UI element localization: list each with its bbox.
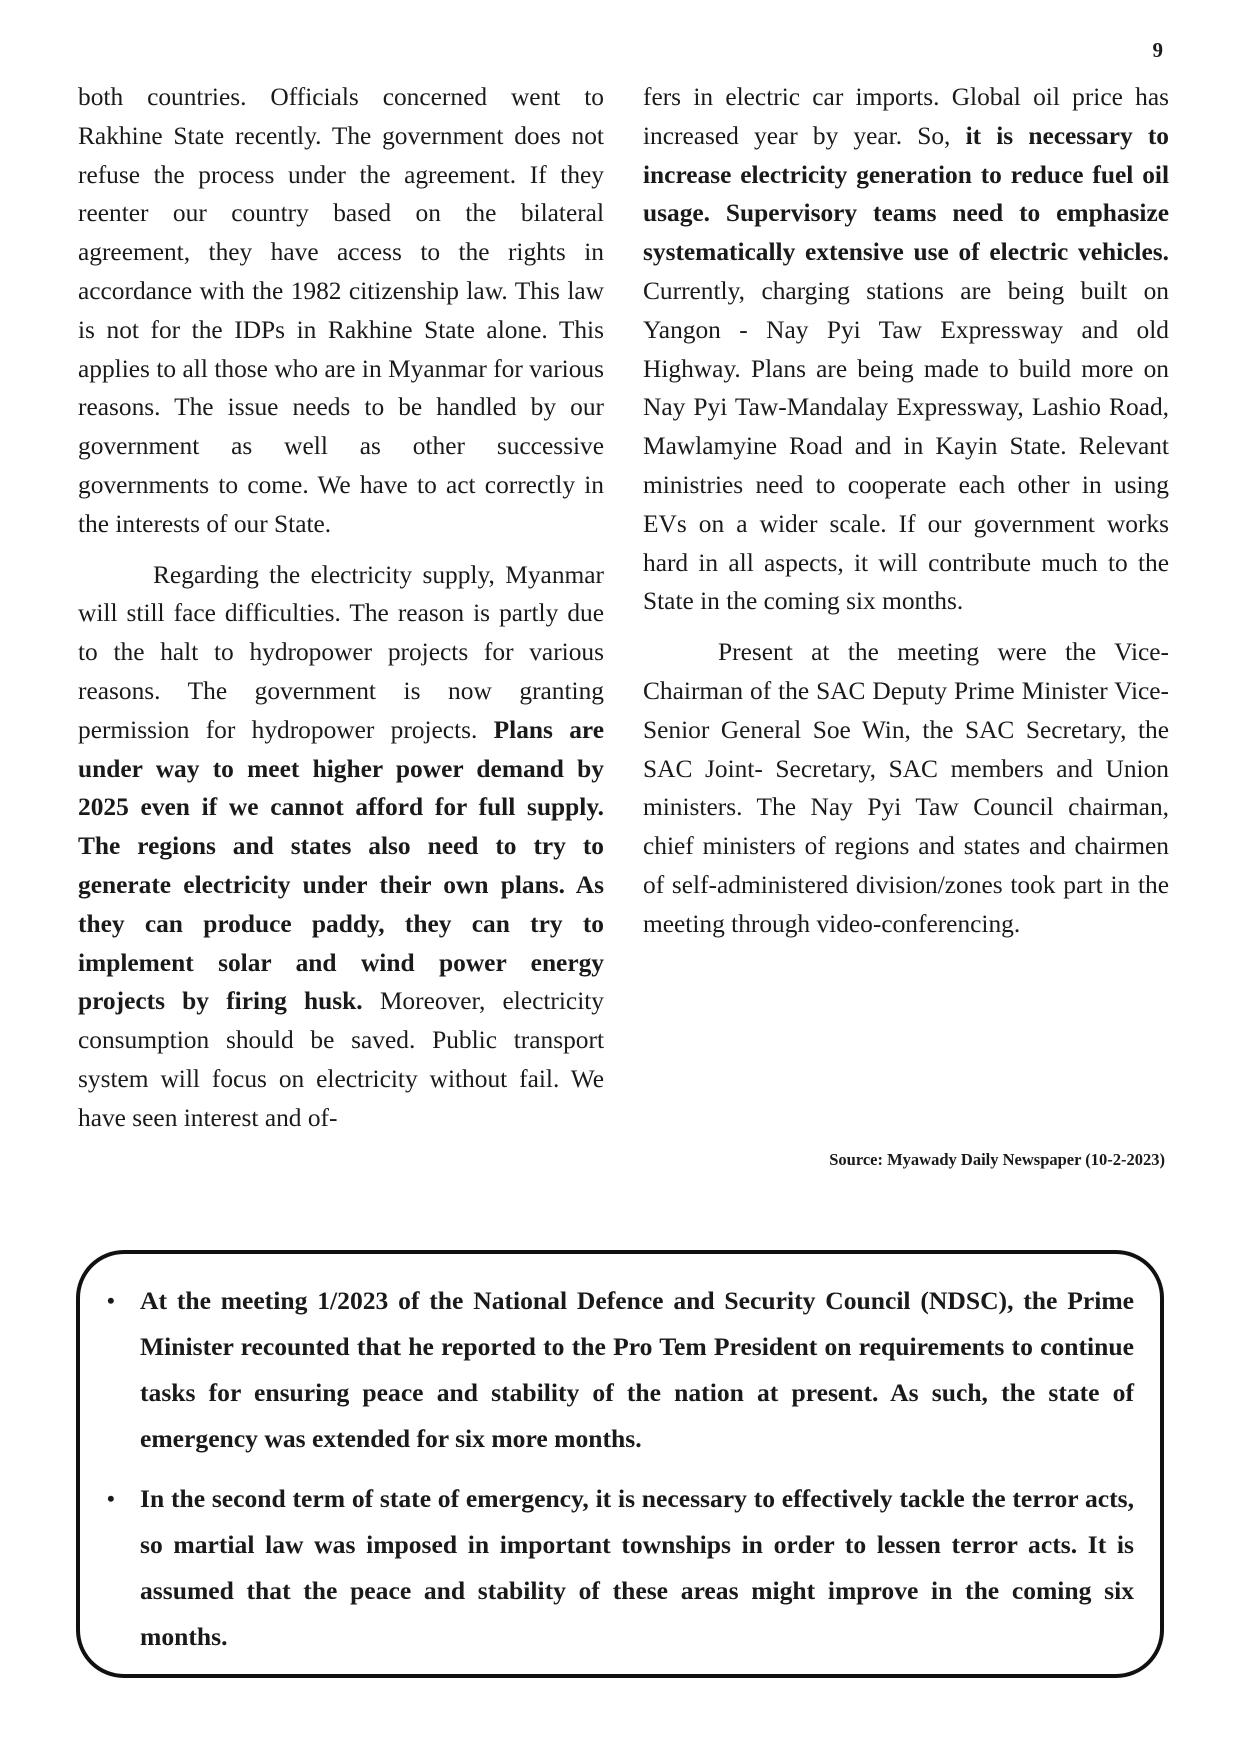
- paragraph-text: Moreover, electricity consumption should be saved. Public transport system will focus on electricity without fail. We have seen interest and of-: [78, 987, 604, 1132]
- paragraph: both countries. Officials concerned went to Rakhine State recently. The government does not refuse the process under the agreement. If they reenter our country based on the bilateral agreement, they have access to the rights in accordance with the 1982 citizenship law. This law is not for the IDPs in Rakhine State alone. This applies to all those who are in Myanmar for various reasons. The issue needs to be handled by our government as well as other successive governments to come. We have to act correctly in the interests of our State.: [78, 83, 604, 538]
- summary-list: [80, 1254, 1160, 1660]
- paragraph: [78, 556, 604, 1138]
- paragraph: [643, 78, 1169, 621]
- paragraph-text: Currently, charging stations are being built on Yangon - Nay Pyi Taw Expressway and old Highway. Plans are being made to build more on Nay Pyi Taw-Mandalay Expressway, Lashio Road, Mawlamyine Road and in Kayin State. Relevant ministries need to cooperate each other in using EVs on a wider scale. If our government works hard in all aspects, it will contribute much to the State in the coming six months.: [643, 276, 1169, 616]
- right-column: [643, 78, 1169, 944]
- page-number: 9: [1152, 38, 1163, 62]
- paragraph-text: fers in electric car imports. Global oil price has increased year by year. So,: [643, 83, 1169, 150]
- bullet-icon: •: [107, 1486, 115, 1511]
- paragraph-text: Regarding the electricity supply, Myanmar will still face difficulties. The reason is partly due to the halt to hydropower projects for various reasons. The government is now granting permission for hydropower projects.: [78, 560, 604, 744]
- emphasis-text: it is necessary to increase electricity generation to reduce fuel oil usage. Supervisory teams need to emphasize systematically extensive use of electric vehicles.: [643, 121, 1169, 267]
- summary-item-text: At the meeting 1/2023 of the National Defence and Security Council (NDSC), the Prime Minister recounted that he reported to the Pro Tem President on requirements to continue tasks for ensuring peace and stability of the nation at present. As such, the state of emergency was extended for six more months.: [140, 1286, 1134, 1453]
- summary-item: [107, 1278, 1134, 1462]
- summary-item: [107, 1476, 1134, 1660]
- paragraph: Present at the meeting were the Vice-Chairman of the SAC Deputy Prime Minister Vice-Senior General Soe Win, the SAC Secretary, the SAC Joint- Secretary, SAC members and Union ministers. The Nay Pyi Taw Council chairman, chief ministers of regions and states and chairmen of self-administered division/zones took part in the meeting through video-conferencing.: [643, 638, 1169, 938]
- bullet-icon: •: [107, 1288, 115, 1313]
- source-citation: Source: Myawady Daily Newspaper (10-2-2023): [829, 1150, 1165, 1169]
- emphasis-text: Plans are under way to meet higher power demand by 2025 even if we cannot afford for full supply. The regions and states also need to try to generate electricity under their own plans. As they can produce paddy, they can try to implement solar and wind power energy projects by firing husk.: [78, 715, 604, 1016]
- left-column: [78, 78, 604, 1138]
- summary-callout-box: [76, 1250, 1164, 1678]
- summary-item-text: In the second term of state of emergency, it is necessary to effectively tackle the terror acts, so martial law was imposed in important townships in order to lessen terror acts. It is assumed that the peace and stability of these areas might improve in the coming six months.: [140, 1484, 1134, 1651]
